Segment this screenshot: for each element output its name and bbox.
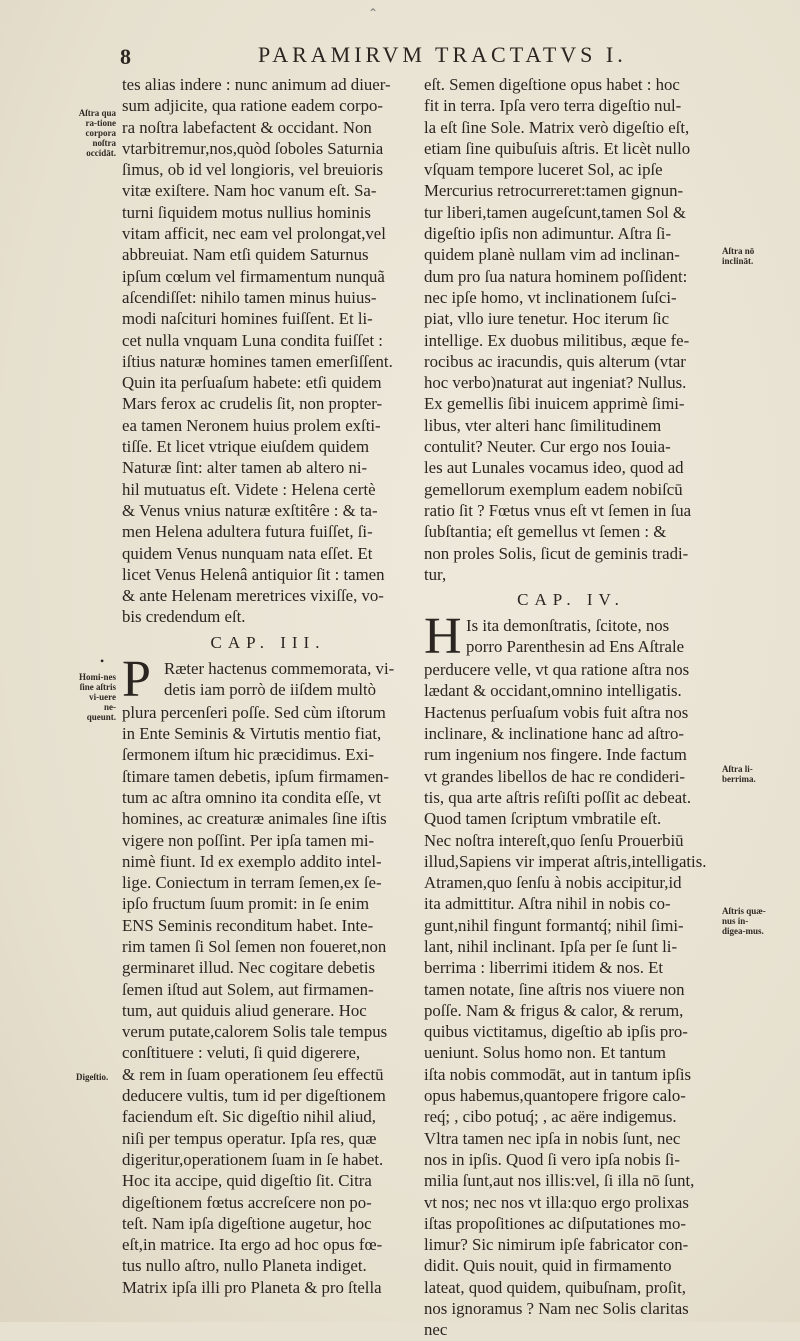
text-line: Naturæ ſint: alter tamen ab altero ni-	[122, 458, 368, 478]
text-line: in Ente Seminis & Virtutis mentio fiat,	[122, 724, 382, 744]
text-line: Mars ferox ac crudelis ſit, non propter-	[122, 394, 383, 414]
text-line: lateat, quod quidem, quibuſnam, proſit,	[424, 1277, 686, 1297]
text-line: vitam afficit, nec eam vel prolongat,vel	[122, 224, 386, 244]
text-line: Ex gemellis ſibi inuicem apprimè ſimi-	[424, 394, 685, 414]
text-line: opus habemus,quantopere frigore calo-	[424, 1086, 686, 1106]
dropcap-p: P	[122, 650, 151, 708]
page-number: 8	[120, 44, 131, 69]
text-line: illud,Sapiens vir imperat aſtris,intelligatis.	[424, 851, 707, 871]
text-line: perducere velle, vt qua ratione aſtra nos	[424, 660, 690, 680]
text-line: berrima : liberrimi itidem & nos. Et	[424, 958, 664, 978]
text-line: ra noſtra labefactent & occidant. Non	[122, 117, 372, 137]
text-line: verum putate,calorem Solis tale tempus	[122, 1022, 388, 1042]
text-line: Matrix ipſa illi pro Planeta & pro ſtella	[122, 1277, 382, 1297]
text-line: tis, qua arte aſtris reſiſti poſſit ac debeat.	[424, 787, 692, 807]
text-line: vt grandes libellos de hac re condideri-	[424, 766, 685, 786]
text-line: abbreuiat. Nam etſi quidem Saturnus	[122, 245, 369, 265]
margin-note-digestio: Digeſtio.	[76, 1072, 109, 1082]
text-line: nec	[424, 1320, 448, 1340]
left-text-block-a	[122, 74, 414, 628]
text-line: turni ſiquidem motus nullius hominis	[122, 202, 371, 222]
text-line: vtarbitremur,nos,quòd ſoboles Saturnia	[122, 138, 384, 158]
text-line: detis iam porrò de iiſdem multò	[164, 680, 377, 700]
text-line: digeſtio ipſis non adimuntur. Aſtra ſi-	[424, 224, 672, 244]
text-line: rim tamen ſi Sol ſemen non foueret,non	[122, 936, 387, 956]
right-dropcap-paragraph	[424, 608, 718, 666]
text-line: inclinare, & inclinatione hanc ad aſtro-	[424, 724, 685, 744]
text-line: ita admittitur. Aſtra nihil in nobis co-	[424, 894, 671, 914]
text-line: Mercurius retrocurreret:tamen gignun-	[424, 181, 684, 201]
text-line: homines, ac creaturæ animales ſine iſtis	[122, 809, 387, 829]
text-line: quidem Venus nunquam nata eſſet. Et	[122, 543, 373, 563]
text-line: vſquam tempore luceret Sol, ac ipſe	[424, 160, 663, 180]
text-line: ſermonem iſtum hic præcidimus. Exi-	[122, 745, 375, 765]
text-line: ſtimare tamen debetis, ipſum firmamen-	[122, 766, 390, 786]
text-line: tum, aut quiduis aliud generare. Hoc	[122, 1000, 367, 1020]
text-line: req́; , cibo potuq́; , ac aëre indigemus.	[424, 1107, 677, 1127]
text-line: ratio ſit ? Fœtus vnus eſt vt ſemen in ſua	[424, 500, 692, 520]
text-line: ueniunt. Solus homo non. Et tantum	[424, 1043, 666, 1063]
text-line: contulit? Neuter. Cur ergo nos Iouia-	[424, 437, 671, 457]
text-line: non proles Solis, ſicut de geminis tradi-	[424, 543, 689, 563]
text-line: vitæ exiſtere. Nam hoc vanum eſt. Sa-	[122, 181, 377, 201]
left-text-block-b	[122, 702, 414, 1298]
margin-note-non-inclinant: Aſtra nō inclināt.	[722, 246, 755, 266]
text-line: aſcendiſſet: nihilo tamen minus huius-	[122, 287, 377, 307]
text-line: teſt. Nam ipſa digeſtione augetur, hoc	[122, 1213, 372, 1233]
text-line: gemellorum exemplum eadem nobiſcū	[424, 479, 683, 499]
text-line: & Venus vnius naturæ exſtitêre : & ta-	[122, 500, 378, 520]
text-line: Hoc ita accipe, quid digeſtio ſit. Citra	[122, 1171, 372, 1191]
text-line: niſi per tempus operatur. Ipſa res, quæ	[122, 1128, 377, 1148]
text-line: quidem planè nullam vim ad inclinan-	[424, 245, 680, 265]
left-dropcap-paragraph	[122, 650, 414, 708]
text-line: bis credendum eſt.	[122, 607, 246, 627]
text-line: Nec noſtra intereſt,quo ſenſu Prouerbiū	[424, 830, 684, 850]
margin-bullet: •	[100, 654, 105, 668]
text-line: & ante Helenam meretrices vixiſſe, vo-	[122, 586, 384, 606]
text-line: Is ita demonſtratis, ſcitote, nos	[466, 616, 670, 636]
text-line: ipſum cœlum vel firmamentum nunquã	[122, 266, 385, 286]
text-line: ea tamen Neronem huius prolem exſti-	[122, 415, 381, 435]
top-mark: ⌃	[368, 6, 379, 20]
text-line: vigere non poſſint. Per ipſa tamen mi-	[122, 830, 375, 850]
text-line: fit in terra. Ipſa vero terra digeſtio nul-	[424, 96, 682, 116]
text-line: ſimus, ob id vel longioris, vel breuioris	[122, 160, 384, 180]
text-line: porro Parenthesin ad Ens Aſtrale	[466, 637, 685, 657]
text-line: Atramen,quo ſenſu à nobis accipitur,id	[424, 873, 682, 893]
margin-note-liberrima: Aſtra li-berrima.	[722, 764, 756, 784]
text-line: didit. Quis nouit, quid in firmamento	[424, 1256, 672, 1276]
text-line: cet nulla vnquam Luna condita fuiſſet :	[122, 330, 383, 350]
text-line: rum ingenium nos fingere. Inde factum	[424, 745, 687, 765]
text-line: la eſt ſine Sole. Matrix verò digeſtio eſt,	[424, 117, 690, 137]
text-line: lant, nihil inclinant. Ipſa per ſe ſunt li-	[424, 936, 678, 956]
text-line: vt nos; nec nos vt illa:quo ergo prolixas	[424, 1192, 689, 1212]
text-line: piat, vllo iure tenetur. Hoc iterum ſic	[424, 309, 670, 329]
right-column	[424, 74, 718, 1341]
text-line: nos ignoramus ? Nam nec Solis claritas	[424, 1299, 689, 1319]
text-line: ENS Seminis reconditum habet. Inte-	[122, 915, 374, 935]
text-line: digeritur,operationem ſuam in ſe habet.	[122, 1149, 384, 1169]
text-line: ſubſtantia; eſt gemellus vt ſemen : &	[424, 522, 667, 542]
text-line: iſtius naturæ homines tamen emerſiſſent.	[122, 351, 393, 371]
text-line: Quin ita perſuaſum habete: etſi quidem	[122, 373, 382, 393]
text-line: eſt. Semen digeſtione opus habet : hoc	[424, 75, 680, 94]
text-line: eſt,in matrice. Ita ergo ad hoc opus fœ-	[122, 1235, 383, 1255]
text-line: libus, vter alteri hanc ſimilitudinem	[424, 415, 662, 435]
text-line: nos in ipſis. Quod ſi vero ipſa nobis ſi-	[424, 1149, 680, 1169]
text-line: lædant & occidant,omnino intelligatis.	[424, 681, 682, 701]
text-line: Hactenus perſuaſum vobis fuit aſtra nos	[424, 702, 689, 722]
text-line: intellige. Ex duobus militibus, æque fe-	[424, 330, 690, 350]
text-line: tur liberi,tamen augeſcunt,tamen Sol &	[424, 202, 686, 222]
page-header	[0, 40, 800, 70]
text-line: ipſo fructum ſuum promit: in ſe enim	[122, 894, 370, 914]
text-line: & rem in ſuam operationem ſeu effectū	[122, 1064, 384, 1084]
text-line: hoc verbo)naturat aut ingeniat? Nullus.	[424, 373, 687, 393]
text-line: modi naſcituri homines fuiſſent. Et li-	[122, 309, 373, 329]
chapter-heading-3: CAP. III.	[210, 632, 326, 652]
text-line: lige. Coniectum in terram ſemen,ex ſe-	[122, 873, 382, 893]
text-line: conſtituere : veluti, ſi quid digerere,	[122, 1043, 361, 1063]
chapter-heading-4: CAP. IV.	[517, 590, 625, 610]
margin-note-astra-occidant: Aſtra qua ra-tione corpora noſtra occidāt.	[78, 108, 116, 158]
text-line: ſemen iſtud aut Solem, aut firmamen-	[122, 979, 374, 999]
text-line: rocibus ac iracundis, quis alterum (vtar	[424, 351, 686, 371]
text-line: hil mutuatus eſt. Videte : Helena certè	[122, 479, 376, 499]
text-line: poſſe. Nam & frigus & calor, & rerum,	[424, 1000, 684, 1020]
text-line: Vltra tamen nec ipſa in nobis ſunt, nec	[424, 1128, 681, 1148]
text-line: Quod tamen ſcriptum vmbratile eſt.	[424, 809, 662, 829]
text-line: dum pro ſua natura hominem poſſident:	[424, 266, 688, 286]
text-line: tum ac aſtra omnino ita condita eſſe, vt	[122, 787, 382, 807]
text-line: milia ſunt,aut nos illis:vel, ſi illa nō ſunt,	[424, 1171, 695, 1191]
text-line: tus nullo aſtro, nullo Planeta indiget.	[122, 1256, 367, 1276]
left-dropcap-lines	[122, 650, 414, 708]
text-line: digeſtionem fœtus accreſcere non po-	[122, 1192, 372, 1212]
text-line: tiſſe. Et licet vtrique eiuſdem quidem	[122, 437, 369, 457]
text-line: les aut Lunales vocamus ideo, quod ad	[424, 458, 684, 478]
text-line: faciendum eſt. Sic digeſtio nihil aliud,	[122, 1107, 376, 1127]
left-column	[122, 74, 414, 1298]
text-line: tes alias indere : nunc animum ad diuer-	[122, 75, 391, 94]
text-line: etiam ſine quibuſuis aſtris. Et licèt nullo	[424, 138, 691, 158]
text-line: nec ipſe homo, vt inclinationem ſuſci-	[424, 287, 677, 307]
right-text-block-a	[424, 74, 718, 585]
text-line: quibus victitamus, digeſtio ab ipſis pro-	[424, 1022, 688, 1042]
right-text-block-b	[424, 659, 718, 1341]
text-line: plura percenſeri poſſe. Sed cùm iſtorum	[122, 702, 386, 722]
text-line: limur? Sic nimirum ipſe fabricator con-	[424, 1235, 689, 1255]
dropcap-h: H	[424, 608, 462, 666]
text-line: gunt,nihil fingunt formantq́; nihil ſimi-	[424, 915, 684, 935]
text-line: iſtas propoſitiones ac diſputationes mo-	[424, 1213, 686, 1233]
text-line: germinaret illud. Nec cogitare debetis	[122, 958, 376, 978]
text-line: deducere vultis, tum id per digeſtionem	[122, 1086, 386, 1106]
text-line: tamen notate, ſine aſtris nos viuere non	[424, 979, 685, 999]
text-line: licet Venus Helenâ antiquior ſit : tamen	[122, 564, 385, 584]
text-line: tur,	[424, 564, 447, 584]
right-dropcap-lines	[424, 608, 718, 666]
text-line: Ræter hactenus commemorata, vi-	[164, 658, 395, 678]
text-line: men Helena adultera futura fuiſſet, ſi-	[122, 522, 373, 542]
text-line: nimè fiunt. Id ex exemplo addito intel-	[122, 851, 382, 871]
margin-note-indigeamus: Aſtris quæ-nus in-digea-mus.	[722, 906, 766, 936]
running-head: PARAMIRVM TRACTATVS I.	[258, 42, 627, 67]
margin-note-homines: Homi-nes ſine aſtris vi-uere ne-queunt.	[79, 672, 116, 722]
text-line: iſta nobis commodāt, aut in tantum ipſis	[424, 1064, 692, 1084]
text-line: sum adjicite, qua ratione eadem corpo-	[122, 96, 383, 116]
